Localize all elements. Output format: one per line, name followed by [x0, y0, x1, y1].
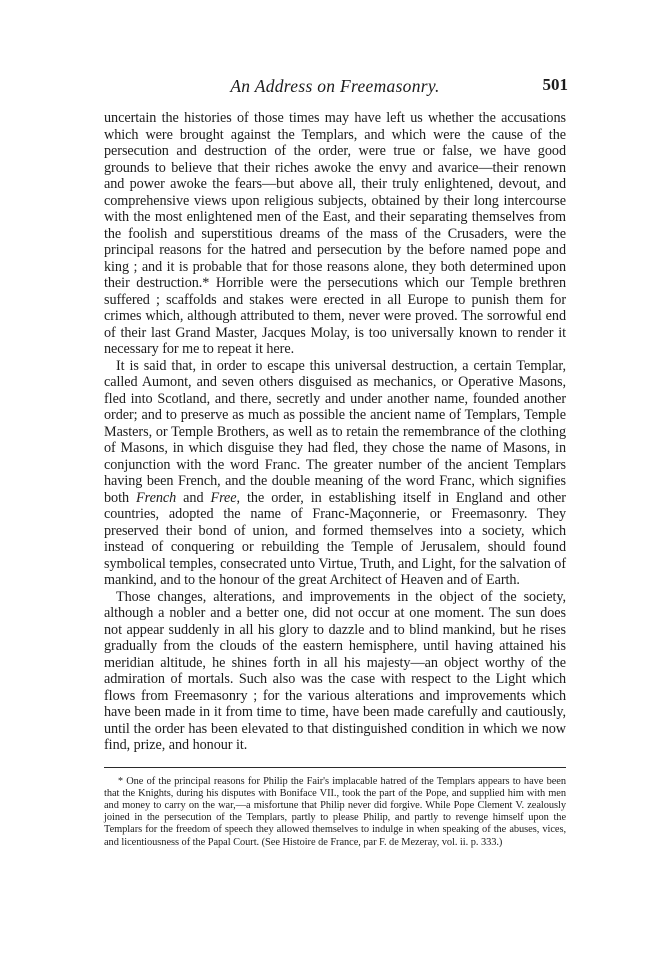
page-number: 501	[542, 75, 568, 94]
paragraph-text: and	[176, 489, 211, 506]
book-page	[104, 76, 566, 849]
italic-text: French	[136, 489, 177, 506]
footnote-mark: *	[118, 775, 123, 787]
paragraph-text: Those changes, alterations, and improvements in the object of the society, although a nobler and a better one, did not occur at one moment. The sun does not appear suddenly in all his glory to dazzle and to blind mankind, but he rises gradually from the clouds of the eastern hemisphere, until having attained his meridian altitude, he shines forth in all his majesty—an object worthy of the admiration of mortals. Such also was the case with respect to the Light which flows from Freemasonry ; for the various alterations and improvements which have been made in it from time to time, have been made carefully and cautiously, until the order has been elevated to that distinguished condition in which we now find, prize, and honour it.	[104, 588, 566, 753]
footnote	[104, 776, 566, 849]
paragraph	[104, 358, 566, 589]
footnote-divider	[104, 767, 566, 768]
running-title: An Address on Freemasonry.	[230, 76, 440, 96]
italic-text: Free	[210, 489, 237, 506]
paragraph	[104, 110, 566, 358]
page-header	[104, 76, 566, 104]
footnote-text: One of the principal reasons for Philip the Fair's implacable hatred of the Templars appears to have been that the Knights, during his disputes with Boniface VII., took the part of the Pope, and supplied him with men and money to carry on the war,—a misfortune that Philip never did forgive. While Pope Clement V. zealously joined in the persecution of the Templars, partly to please Philip, and partly to revenge himself upon the Templars for the freedom of speech they allowed themselves to indulge in when speaking of the abuses, vices, and licentiousness of the Papal Court. (See Histoire de France, par F. de Mezeray, vol. ii. p. 333.)	[104, 775, 566, 848]
paragraph	[104, 589, 566, 754]
body-text	[104, 110, 566, 754]
paragraph-text: uncertain the histories of those times may have left us whether the accusations which were brought against the Templars, and which were the cause of the persecution and destruction of the order, were true or false, we have good grounds to believe that their riches awoke the envy and avarice—their renown and power awoke the fears—but above all, their truly enlightened, devout, and comprehensive views upon religious subjects, obtained by their long intercourse with the most enlightened men of the East, and their separating themselves from the foolish and superstitious dreams of the mass of the Crusaders, were the principal reasons for the hatred and persecution by the before named pope and king ; and it is probable that for those reasons alone, they both determined upon their destruction.* Horrible were the persecutions which our Temple brethren suffered ; scaffolds and stakes were erected in all Europe to punish them for crimes which, although attributed to them, never were proved. The sorrowful end of their last Grand Master, Jacques Molay, is too universally known to render it necessary for me to repeat it here.	[104, 110, 566, 357]
paragraph-text: , the order, in establishing itself in England and other countries, adopted the name of Franc-Maçonnerie, or Freemasonry. They preserved their bond of union, and formed themselves into a society, which instead of conquering or rebuilding the Temple of Jerusalem, should found symbolical temples, consecrated unto Virtue, Truth, and Light, for the salvation of mankind, and to the honour of the great Architect of Heaven and of Earth.	[104, 489, 566, 588]
paragraph-text: It is said that, in order to escape this universal destruction, a certain Templar, called Aumont, and seven others disguised as mechanics, or Operative Masons, fled into Scotland, and there, secretly and under another name, founded another order; and to preserve as much as possible the ancient name of Templars, Temple Masters, or Temple Brothers, as well as to retain the remembrance of the clothing of Masons, in which disguise they had fled, they chose the name of Masons, in conjunction with the word Franc. The greater number of the ancient Templars having been French, and the double meaning of the word Franc, which signifies both	[104, 357, 566, 506]
